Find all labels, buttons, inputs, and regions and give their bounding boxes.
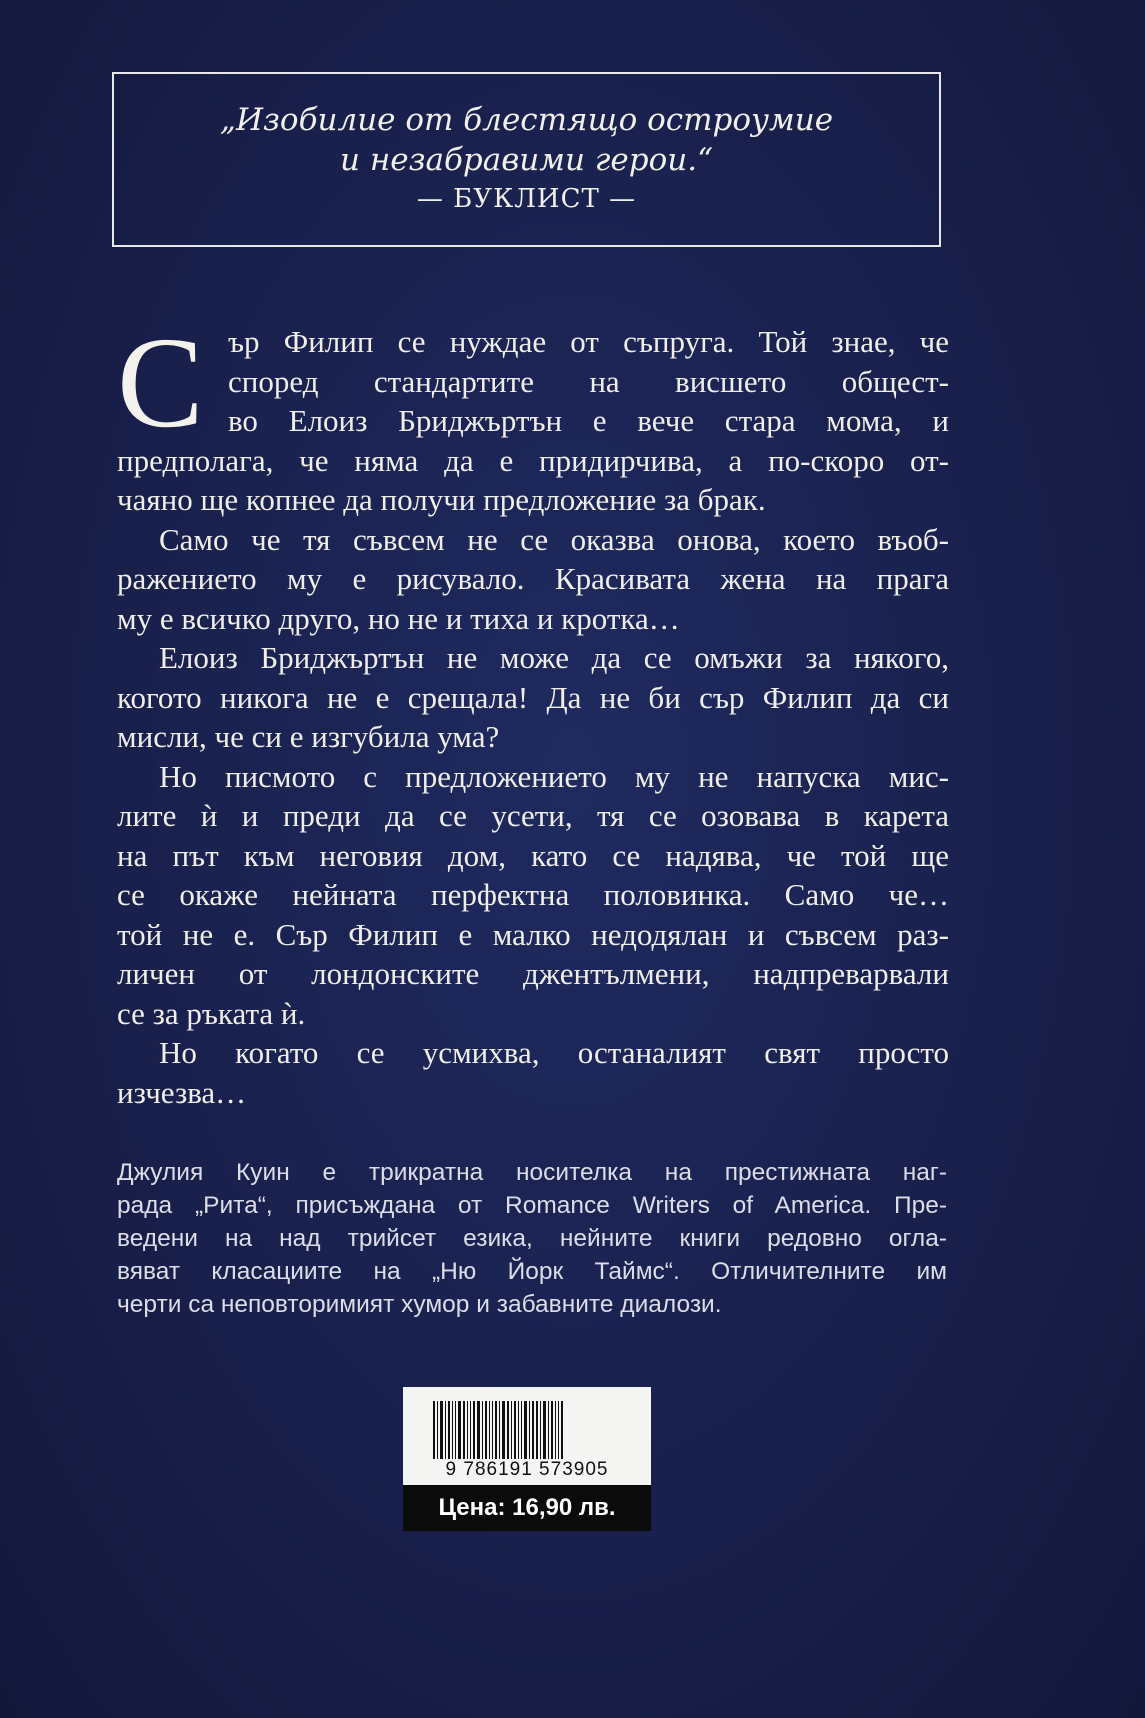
synopsis-line: ър Филип се нуждае от съпруга. Той знае, че [228, 324, 949, 359]
quote-line: „Изобилие от блестящо остроумие [219, 102, 834, 138]
barcode-bar [463, 1401, 465, 1459]
bio-line: ведени на над трийсет езика, нейните книги редовно огла- [117, 1225, 947, 1252]
barcode-bar [502, 1401, 505, 1459]
barcode-bar [548, 1401, 549, 1459]
barcode-bar [511, 1401, 512, 1459]
barcode-bar [433, 1401, 435, 1459]
barcode-bar [555, 1401, 556, 1459]
barcode-bar [518, 1401, 519, 1459]
synopsis-line: ражението му е рисувало. Красивата жена на прага [117, 561, 949, 596]
synopsis-line: предполага, че няма да е придирчива, а по-скоро от- [117, 442, 949, 478]
isbn-number: 9 786191 573905 [445, 1459, 609, 1480]
barcode-bar [540, 1401, 541, 1459]
barcode-bar [507, 1401, 509, 1459]
barcode-bar [470, 1401, 471, 1459]
barcode-bar [455, 1401, 456, 1459]
synopsis-line: Но писмото с предложението му не напуска мис- [159, 758, 949, 794]
synopsis-line: Само че тя съвсем не се оказва онова, което въоб- [159, 521, 949, 557]
barcode-bar [532, 1401, 534, 1459]
barcode-bar [551, 1401, 553, 1459]
barcode-bar [482, 1401, 483, 1459]
bio-line: черти са неповторимият хумор и забавните диалози. [117, 1291, 722, 1318]
barcode-bar [440, 1401, 443, 1459]
synopsis [117, 311, 949, 1112]
barcode-bar [473, 1401, 475, 1459]
synopsis-line: когото никога не е срещала! Да не би сър Филип да си [117, 679, 949, 715]
synopsis-line: му е всичко друго, но не и тиха и кротка… [117, 600, 680, 636]
barcode-bar [445, 1401, 446, 1459]
barcode-bar [536, 1401, 538, 1459]
synopsis-line: се окаже нейната перфектна половинка. Само че… [117, 877, 949, 912]
synopsis-line: чаяно ще копнее да получи предложение за брак. [117, 482, 766, 517]
bio-line: рада „Рита“, присъждана от Romance Writers of America. Пре- [117, 1192, 947, 1219]
barcode-bar [561, 1401, 563, 1459]
synopsis-line: личен от лондонските джентълмени, надпреварвали [117, 956, 949, 991]
synopsis-line: той не е. Сър Филип е малко недодялан и съвсем раз- [117, 916, 949, 952]
barcode-bar [499, 1401, 500, 1459]
barcode-bars [433, 1401, 633, 1459]
synopsis-line: во Елоиз Бриджъртън е вече стара мома, и [228, 403, 949, 438]
barcode-bar [514, 1401, 516, 1459]
barcode-bar [492, 1401, 493, 1459]
barcode [403, 1387, 651, 1485]
barcode-bar [495, 1401, 497, 1459]
author-bio [117, 1156, 947, 1321]
barcode-bar [467, 1401, 468, 1459]
barcode-bar [458, 1401, 461, 1459]
bio-line: вяват класациите на „Ню Йорк Таймс“. Отличителните им [117, 1258, 947, 1285]
price-label: Цена: 16,90 лв. [403, 1485, 651, 1531]
barcode-bar [524, 1401, 527, 1459]
barcode-bar [521, 1401, 522, 1459]
synopsis-line: Но когато се усмихва, останалият свят просто [159, 1035, 949, 1070]
drop-cap: С [117, 311, 204, 455]
barcode-bar [543, 1401, 546, 1459]
quote-box [112, 72, 941, 247]
barcode-bar [485, 1401, 487, 1459]
barcode-bar [477, 1401, 480, 1459]
barcode-bar [558, 1401, 559, 1459]
synopsis-line: Елоиз Бриджъртън не може да се омъжи за някого, [159, 640, 949, 675]
synopsis-line: изчезва… [117, 1074, 247, 1110]
barcode-bar [448, 1401, 450, 1459]
quote-attribution: — БУКЛИСТ — [416, 184, 637, 214]
synopsis-line: на път към неговия дом, като се надява, че той ще [117, 837, 949, 873]
quote-line: и незабравими герои.“ [340, 142, 713, 178]
barcode-bar [452, 1401, 453, 1459]
synopsis-line: според стандартите на висшето общест- [228, 363, 949, 399]
barcode-bar [529, 1401, 530, 1459]
bio-line: Джулия Куин е трикратна носителка на престижната наг- [117, 1159, 947, 1186]
barcode-bar [489, 1401, 490, 1459]
barcode-bar [437, 1401, 438, 1459]
synopsis-line: лите ѝ и преди да се усети, тя се озовава в карета [117, 798, 949, 833]
synopsis-line: мисли, че си е изгубила ума? [117, 719, 500, 754]
synopsis-line: се за ръката ѝ. [117, 995, 306, 1031]
